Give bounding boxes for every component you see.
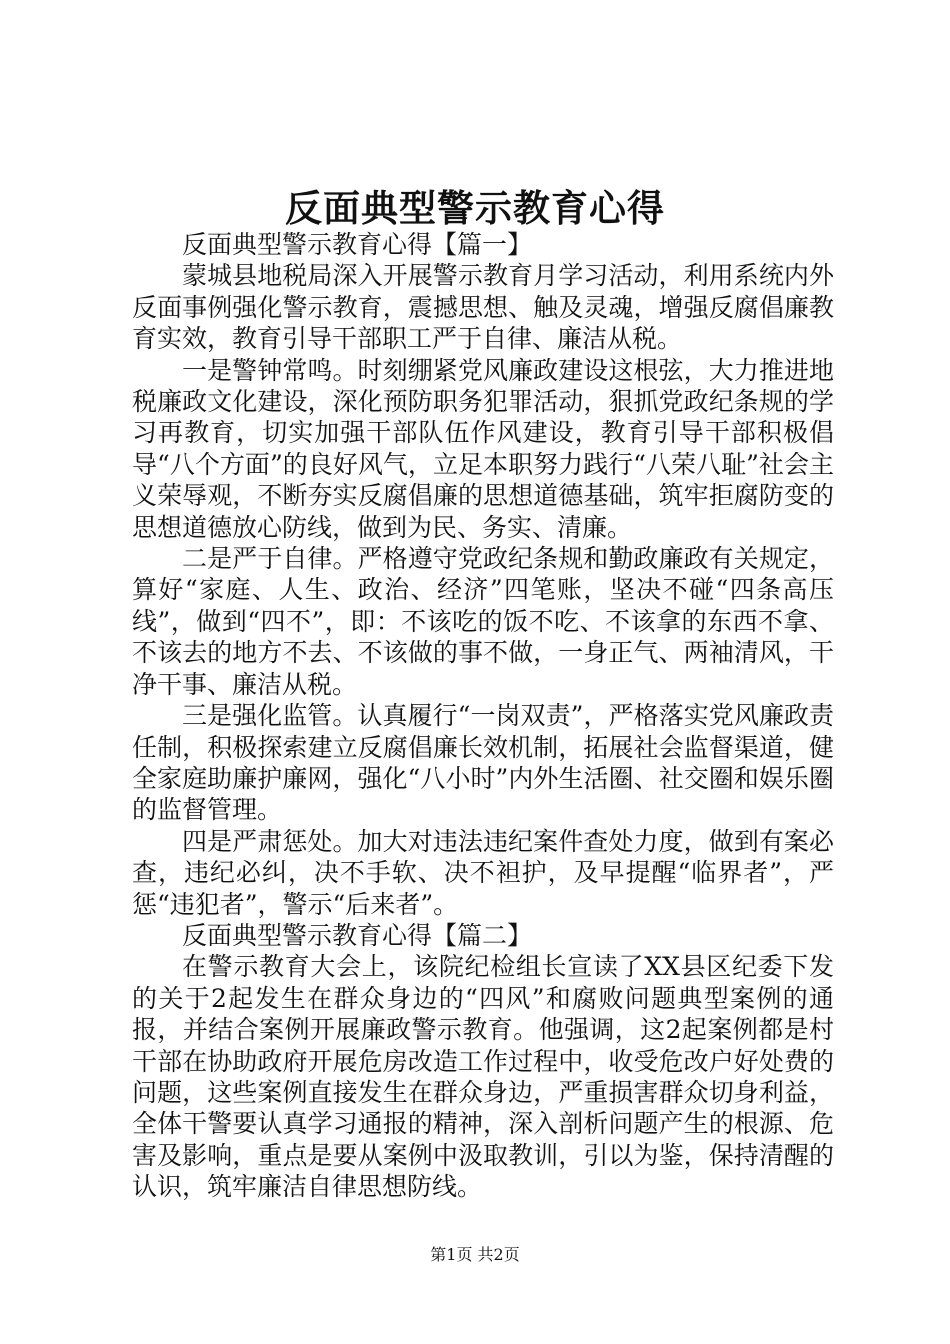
paragraph-point-1: 一是警钟常鸣。时刻绷紧党风廉政建设这根弦，大力推进地税廉政文化建设，深化预防职务犯罪活动，狠抓党政纪条规的学习再教育，切实加强干部队伍作风建设，教育引导干部积极倡导“八个方面”的良好风气，立足本职努力践行“八荣八耻”社会主义荣辱观，不断夯实反腐倡廉的思想道德基础，筑牢拒腐防变的思想道德放心防线，做到为民、务实、清廉。 [132,355,834,542]
document-title: 反面典型警示教育心得 [285,186,665,230]
paragraph-point-4: 四是严肃惩处。加大对违法违纪案件查处力度，做到有案必查，违纪必纠，决不手软、决不袒护，及早提醒“临界者”，严惩“违犯者”，警示“后来者”。 [132,826,834,919]
section-heading-1: 反面典型警示教育心得【篇一】 [182,230,533,259]
paragraph-point-3: 三是强化监管。认真履行“一岗双责”，严格落实党风廉政责任制，积极探索建立反腐倡廉长效机制，拓展社会监督渠道，健全家庭助廉护廉网，强化“八小时”内外生活圈、社交圈和娱乐圈的监督管理。 [132,701,834,825]
paragraph-section-2: 在警示教育大会上，该院纪检组长宣读了XX县区纪委下发的关于2起发生在群众身边的“四风”和腐败问题典型案例的通报，并结合案例开展廉政警示教育。他强调，这2起案例都是村干部在协助政府开展危房改造工作过程中，收受危改户好处费的问题，这些案例直接发生在群众身边，严重损害群众切身利益，全体干警要认真学习通报的精神，深入剖析问题产生的根源、危害及影响，重点是要从案例中汲取教训，引以为鉴，保持清醒的认识，筑牢廉洁自律思想防线。 [132,952,834,1202]
section-heading-2: 反面典型警示教育心得【篇二】 [182,920,533,950]
paragraph-intro: 蒙城县地税局深入开展警示教育月学习活动，利用系统内外反面事例强化警示教育，震撼思想、触及灵魂，增强反腐倡廉教育实效，教育引导干部职工严于自律、廉洁从税。 [132,261,834,354]
page-footer: 第1页 共2页 [430,1245,520,1264]
paragraph-point-2: 二是严于自律。严格遵守党政纪条规和勤政廉政有关规定，算好“家庭、人生、政治、经济”四笔账，坚决不碰“四条高压线”，做到“四不”，即：不该吃的饭不吃、不该拿的东西不拿、不该去的地方不去、不该做的事不做，一身正气、两袖清风，干净干事、廉洁从税。 [132,544,834,699]
document-body [132,229,834,1203]
